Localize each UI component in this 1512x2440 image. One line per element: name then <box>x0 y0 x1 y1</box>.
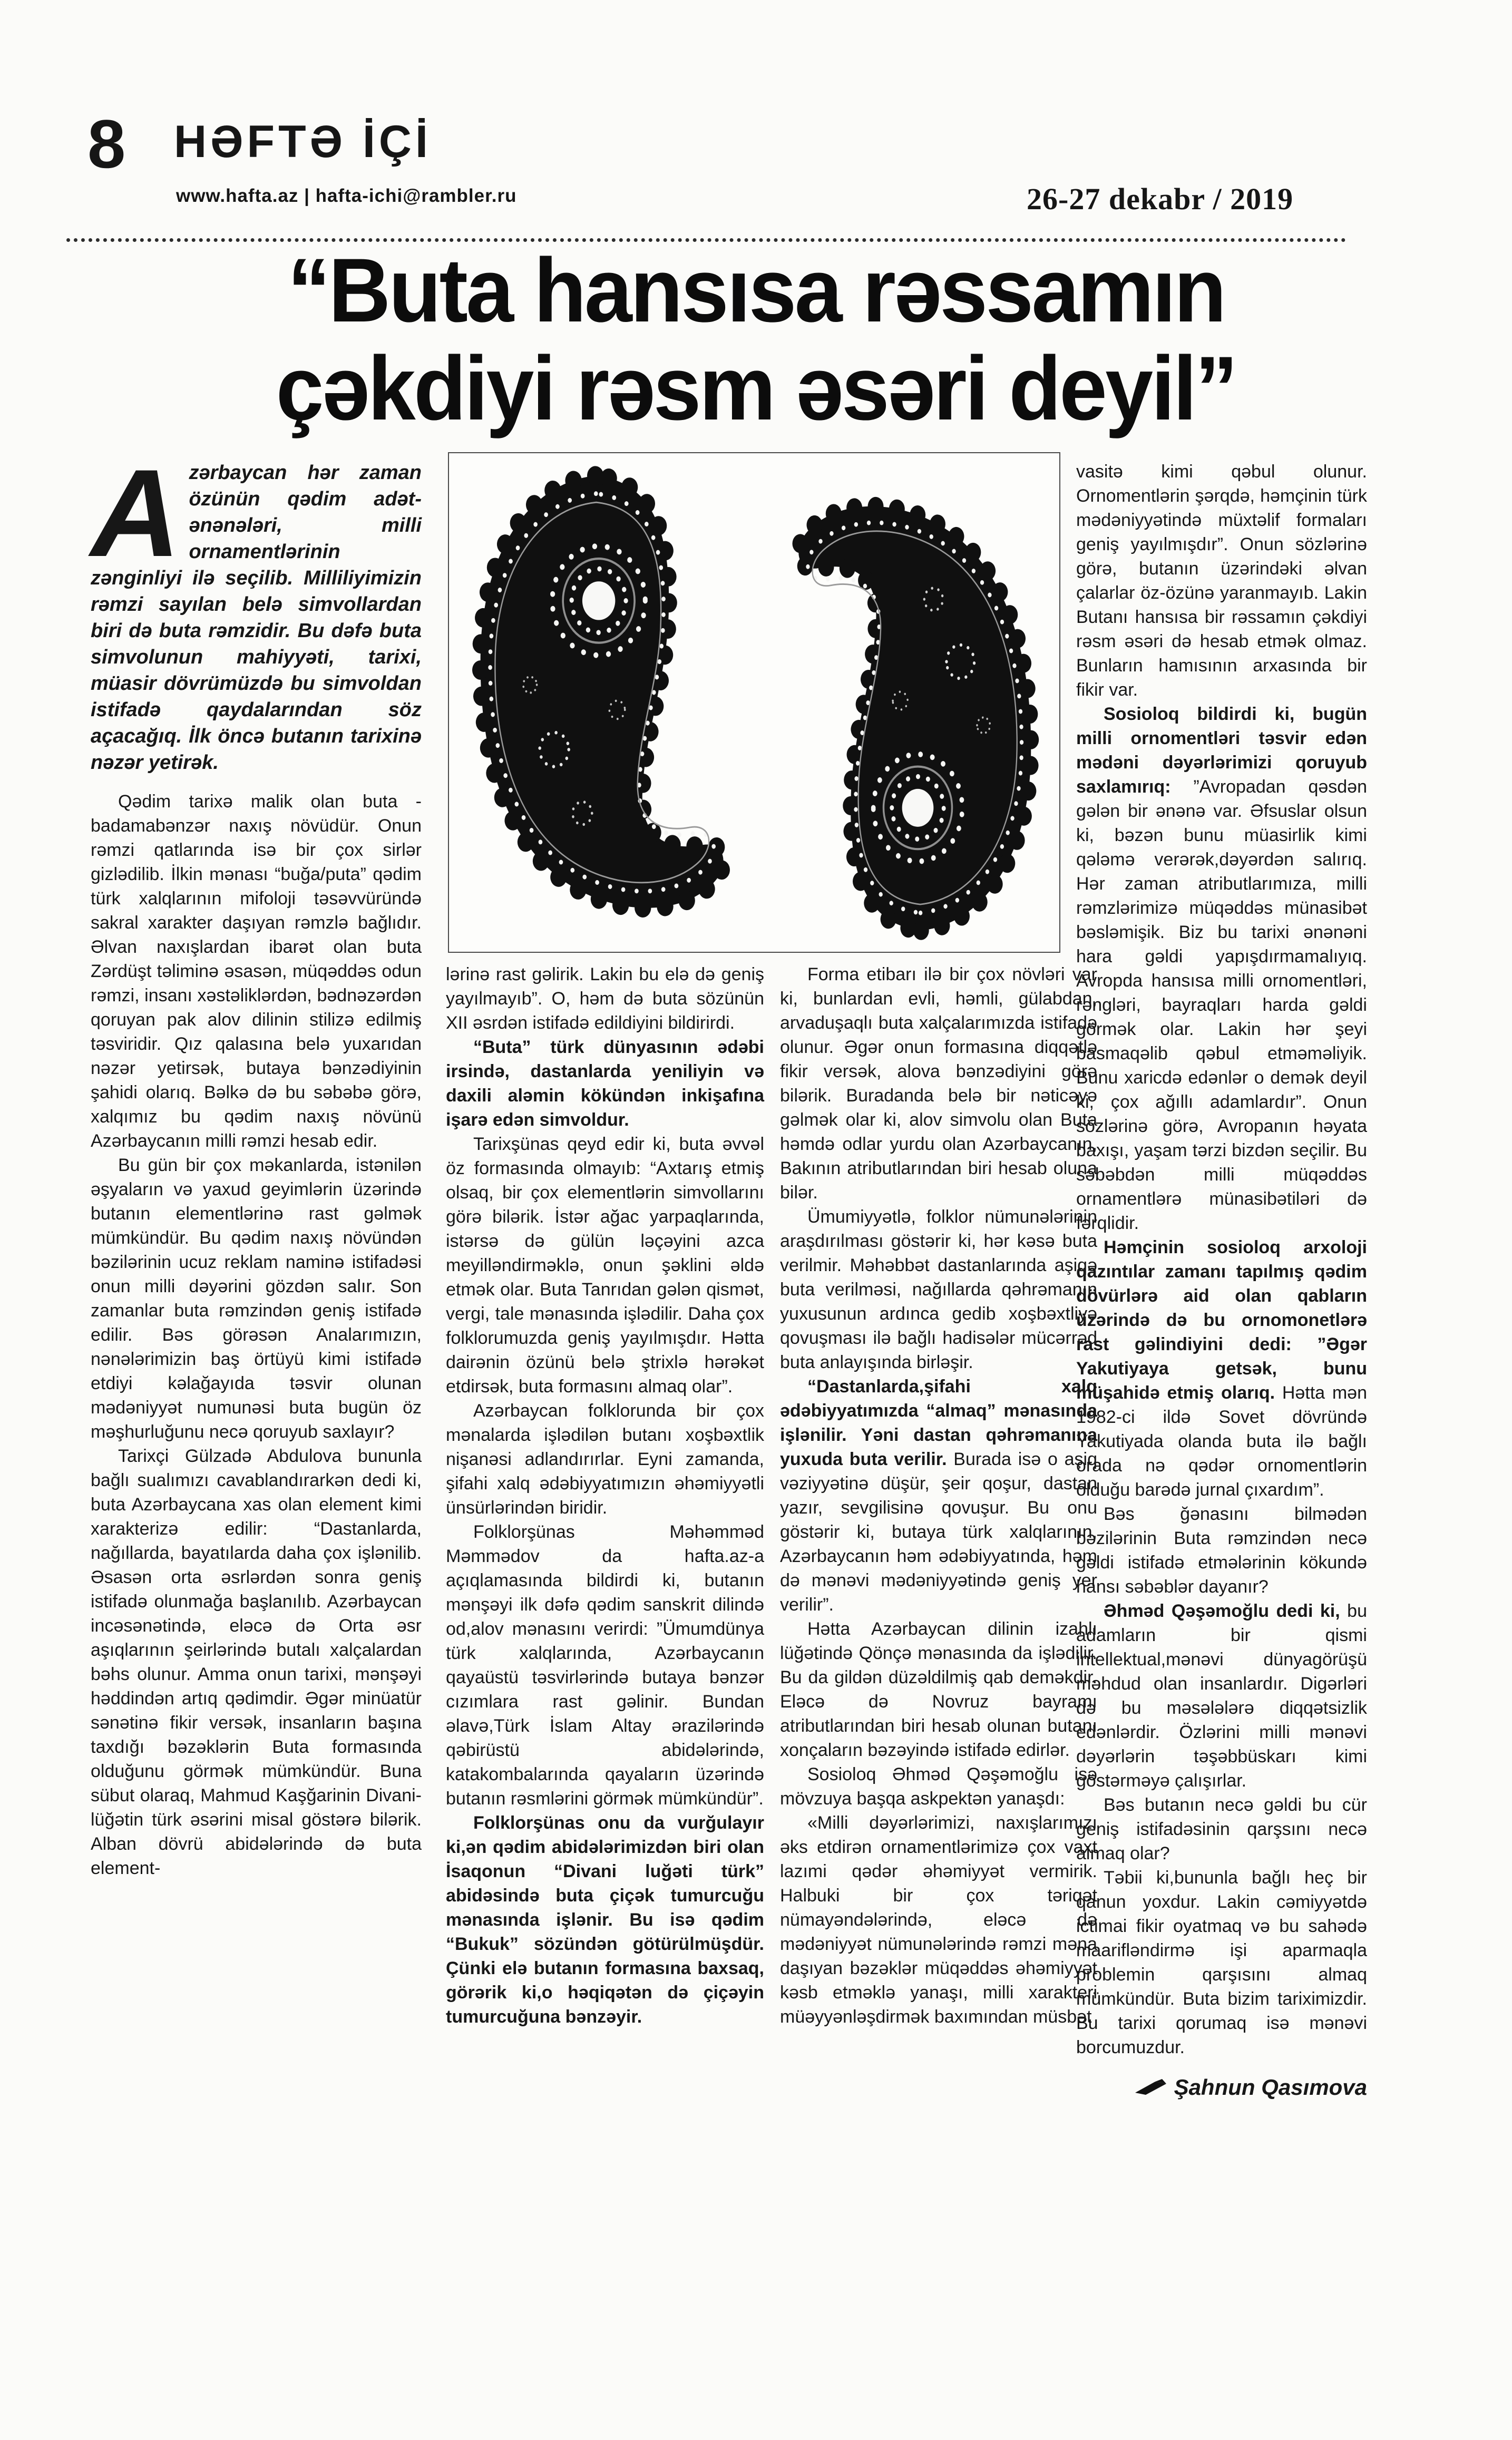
paragraph: “Dastanlarda,şifahi xalq ədəbiyyatımızda “almaq” mənasında işlənilir. Yəni dastan qəhrəmanına yuxuda buta verilir. Burada isə o aşiq vəziyyətinə düşür, şeir qoşur, dastan yazır, sevgilisinə qovuşur. Bu onu göstərir ki, butaya türk xalqlarının, Azərbaycanın həm ədəbiyyatında, həm də mənəvi mədəniyyətində geniş yer verilir”. <box>780 1377 1097 1615</box>
paragraph: Əhməd Qəşəmoğlu dedi ki, bu adamların bir qismi intellektual,mənəvi dünyagörüşü məhdud olan insanlardır. Digərləri də bu məsələlərə diqqətsizlik edənlərdir. Özlərini milli mənəvi dəyərlərin təşəbbüskarı kimi göstərməyə çalışırlar. <box>1076 1601 1367 1791</box>
paragraph: Hətta Azərbaycan dilinin izahlı lüğətində Qönçə mənasında da işlədilir. Bu da gildən düzəldilmiş qab deməkdir. Eləcə də Novruz bayramı atributlarından biri hesab olunan butanı xonçaların bəzəyində istifadə edirlər. <box>780 1619 1097 1760</box>
pen-icon <box>1134 2078 1168 2097</box>
issue-date: 26-27 dekabr / 2019 <box>1027 182 1294 216</box>
paragraph: Azərbaycan folklorunda bir çox mənalarda işlədilən butanı xoşbəxtlik nişanəsi adlandırırlar. Eyni zamanda, şifahi xalq ədəbiyyatımızın əhəmiyyətli ünsürlərindən biridir. <box>446 1401 764 1518</box>
paragraph: Bəs ğənasını bilmədən bəzilərinin Buta rəmzindən necə gəldi istifadə etmələrinin kökundə hansı səbəblər dayanır? <box>1076 1504 1367 1597</box>
paragraph: Tarixçi Gülzadə Abdulova bununla bağlı sualımızı cavablandırarkən dedi ki, buta Azərbaycana xas olan element kimi xarakterizə edilir: “Dastanlarda, nağıllarda, bayatılarda daha çox işlənilib. Əsasən orta əsrlərdən sonra geniş istifadə olunmağa başlanılıb. Azərbaycan incəsənətində, eləcə də Orta əsr aşıqlarının şeirlərində butalı xalçalardan bəhs olunur. Amma onun tarixi, mənşəyi həddindən artıq qədimdir. Əgər minüatür sənətinə fikir versək, insanların başına taxdığı bəzəklərin Buta formasında olduğunu görmək mümkündür. Buna sübut olaraq, Mahmud Kaşğarinin Divani-lüğətin türk əsərini misal göstərə bilərik. Alban dövrü abidələrində də buta element- <box>91 1446 422 1878</box>
column-1-body <box>91 789 422 1880</box>
buta-paisley-right-icon <box>798 506 1031 931</box>
paragraph: «Milli dəyərlərimizi, naxışlarımızı əks etdirən ornamentlərimizə çox vaxt lazımi qədər əhəmiyyət vermirik. Halbuki bir çox təriqət nümayəndələrində, eləcə də mədəniyyət nümunələrində rəmzi məna daşıyan bəzəklər müqəddəs əhəmiyyət kəsb etməklə yanaşı, milli xarakteri müəyyənləşdirmək baxımından müsbət <box>780 1813 1097 2027</box>
headline-line-1: “Buta hansısa rəssamın <box>287 240 1225 341</box>
column-4-body <box>1076 460 1367 2060</box>
paragraph: Həmçinin sosioloq arxoloji qazıntılar zamanı tapılmış qədim dövürlərə aid olan qabların üzərində də bu ornomonetlərə rast gəlindiyini dedi: ”Əgər Yakutiyaya getsək, bunu müşahidə etmiş olarıq. Hətta mən 1982-ci ildə Sovet dövründə Yakutiyada olanda buta ilə bağlı orada nə qədər ornomentlərin olduğu barədə jurnal çıxardım”. <box>1076 1237 1367 1500</box>
headline-line-2: çəkdiyi rəsm əsəri deyil” <box>276 338 1236 439</box>
article-column-3 <box>780 962 1097 2029</box>
paragraph: Sosioloq Əhməd Qəşəmoğlu isə mövzuya başqa askpektən yanaşdı: <box>780 1764 1097 1809</box>
drop-cap: A <box>91 444 181 583</box>
paragraph: “Buta” türk dünyasının ədəbi irsində, dastanlarda yeniliyin və daxili aləmin kökündən inkişafına işarə edən simvoldur. <box>446 1037 764 1130</box>
author-signature <box>1076 2075 1367 2100</box>
paragraph: Sosioloq bildirdi ki, bugün milli ornomentləri təsvir edən mədəni dəyərlərimizi qoruyub saxlamırıq: ”Avropadan qəsdən gələn bir ənənə var. Əfsuslar olsun ki, bəzən bunu müasirlik kimi qələmə verərək,dəyərdən salırıq. Hər zaman atributlarımıza, milli rəmzlərimizə müqəddəs münasibət bəsləmişik. Biz bu tarixi ənənəni hara gəldi yapışdırmamalıyıq. Avropda hansısa milli ornomentləri, rəngləri, bayraqları harda gəldi görmək olar. Lakin hər şeyi basmaqəlib qəbul etməməliyik. Bunu xaricdə edənlər o demək deyil ki, çox ağıllı adamlardır”. Onun sözlərinə görə, Avropanın həyata baxışı, yaşam tərzi bizdən seçilir. Bu səbəbdən milli müqəddəs ornamentlərə münasibətiləri də fərqlidir. <box>1076 704 1367 1233</box>
lede-text: zərbaycan hər zaman özünün qədim adət-ənənələri, milli ornamentlərinin zənginliyi ilə seçilib. Milliliyimizin rəmzi sayılan belə simvollardan biri də buta rəmzidir. Bu dəfə buta simvolunun mahiyyəti, tarixi, müasir dövrümüzdə bu simvoldan istifadə qaydalarından söz açacağıq. İlk öncə butanın tarixinə nəzər yetirək. <box>91 462 422 774</box>
paragraph: Folklorşünas Məhəmməd Məmmədov da hafta.az-a açıqlamasında bildirdi ki, butanın mənşəyi ilk dəfə qədim sanskrit dilində od,alov mənasını verirdi: ”Ümumdünya türk xalqlarında, Azərbaycanın qayaüstü təsvirlərində butaya bənzər cızımlara rast gəlinir. Bundan əlavə,Türk İslam Altay ərazilərində qəbirüstü abidələrində, katakombalarında qayaların üzərində butanın rəsmlərini görmək mümkündür”. <box>446 1522 764 1809</box>
article-column-2 <box>446 962 764 2029</box>
masthead-title: HƏFTƏ İÇİ <box>174 116 432 167</box>
buta-ornament-figure <box>449 453 1059 952</box>
paragraph: lərinə rast gəlirik. Lakin bu elə də geniş yayılmayıb”. O, həm də buta sözünün XII əsrdən istifadə edildiyini bildirirdi. <box>446 964 764 1033</box>
author-name: Şahnun Qasımova <box>1174 2075 1367 2100</box>
article-headline <box>0 241 1512 437</box>
paragraph: Təbii ki,bununla bağlı heç bir qanun yoxdur. Lakin cəmiyyətdə ictimai fikir oyatmaq və bu sahədə maarifləndirmə işi aparmaqla problemin qarşısını almaq mümkündür. Buta bizim tariximizdir. Bu tarixi qorumaq isə mənəvi borcumuzdur. <box>1076 1868 1367 2057</box>
buta-paisley-left-icon <box>481 476 724 908</box>
paragraph: Bəs butanın necə gəldi bu cür geniş istifadəsinin qarşsını necə almaq olar? <box>1076 1795 1367 1863</box>
article-column-1 <box>91 444 422 1880</box>
buta-ornament-photo <box>448 452 1060 953</box>
paragraph: Qədim tarixə malik olan buta - badamabənzər naxış növüdür. Onun rəmzi qatlarında isə bir çox sirlər gizlədilib. İlkin mənası “buğa/puta” qədim türk xalqlarının mifoloji təsəvvüründə sakral xarakter daşıyan rəmzlə bağlıdır. Əlvan naxışlardan ibarət olan buta Zərdüşt təliminə əsasən, müqəddəs odun rəmzi, insanı xəstəliklərdən, bədnəzərdən qoruyan pak alov dilinin stilizə edilmiş təsviridir. Qız qalasına belə yuxarıdan nəzər yetirsək, butaya bənzədiyinin şahidi olarıq. Bəlkə də bu səbəbə görə, xalqımız bu qədim naxış növünü Azərbaycanın milli rəmzi hesab edir. <box>91 792 422 1151</box>
contact-line: www.hafta.az | hafta-ichi@rambler.ru <box>176 186 517 206</box>
paragraph: Forma etibarı ilə bir çox növləri var ki, bunlardan evli, həmli, gülabdan, arvaduşaqlı buta xalçalarımızda istifadə olunur. Əgər onun formasına diqqətlə fikir versək, alova bənzədiyini görə bilərik. Buradanda belə bir nəticəyə gəlmək olar ki, alov simvolu olan Buta həmdə odlar yurdu olan Azərbaycanın, Bakının atributlarından biri hesab oluna bilər. <box>780 964 1097 1203</box>
page-number: 8 <box>87 105 125 182</box>
paragraph: Bu gün bir çox məkanlarda, istənilən əşyaların və yaxud geyimlərin üzərində butanın elementlərinə rast gəlmək mümkündür. Bu qədim naxış növündən bəzilərinin ucuz reklam naminə istifadəsi onun milli dəyərini gözdən salır. Son zamanlar buta rəmzindən geniş istifadə edilir. Bəs görəsən Analarımızın, nənələrimizin baş örtüyü kimi istifadə etdiyi kəlağayıda təsvir olunan mədəniyyət numunəsi buta bugün öz məşhurluğunu necə qoruyub saxlayır? <box>91 1155 422 1442</box>
paragraph: Folklorşünas onu da vurğulayır ki,ən qədim abidələrimizdən biri olan İsaqonun “Divani luğəti türk” abidəsində buta çiçək tumurcuğu mənasında işlənir. Bu isə qədim “Bukuk” sözündən götürülmüşdür. Çünki elə butanın formasına baxsaq, görərik ki,o həqiqətən də çiçəyin tumurcuğuna bənzəyir. <box>446 1813 764 2027</box>
lede-paragraph <box>91 444 422 776</box>
paragraph: Ümumiyyətlə, folklor nümunələrinin araşdırılması göstərir ki, hər kəsə buta verilmir. Məhəbbət dastanlarında aşiqə buta verilməsi, nağıllarda qəhrəmanın yuxusunun ardınca gedib xoşbəxtliyə qovuşması ilə bağlı hadisələr mücərrəd buta anlayışında birləşir. <box>780 1207 1097 1372</box>
article-column-4 <box>1076 460 1367 2100</box>
paragraph: Tarixşünas qeyd edir ki, buta əvvəl öz formasında olmayıb: “Axtarış etmiş olsaq, bir çox elementlərin simvollarını görə bilərik. İstər ağac yarpaqlarında, istərsə də gülün ləçəyini azca meyilləndirməklə, onun şəklini əldə etmək olar. Buta Tanrıdan gələn qismət, vergi, tale mənasında işlədilir. Daha çox folklorumuzda geniş yayılmışdır. Hətta dairənin özünü belə ştrixlə hərəkət etdirsək, buta formasını almaq olar”. <box>446 1134 764 1397</box>
paragraph: vasitə kimi qəbul olunur. Ornomentlərin şərqdə, həmçinin türk mədəniyyətində müxtəlif formaları geniş yayılmışdır”. Onun sözlərinə görə, butanın üzərindəki əlvan çalarlar öz-özünə yaranmayıb. Lakin Butanı hansısa bir rəssamın çəkdiyi rəsm əsəri də hesab etmək olmaz. Bunların hamısının arxasında bir fikir var. <box>1076 462 1367 700</box>
